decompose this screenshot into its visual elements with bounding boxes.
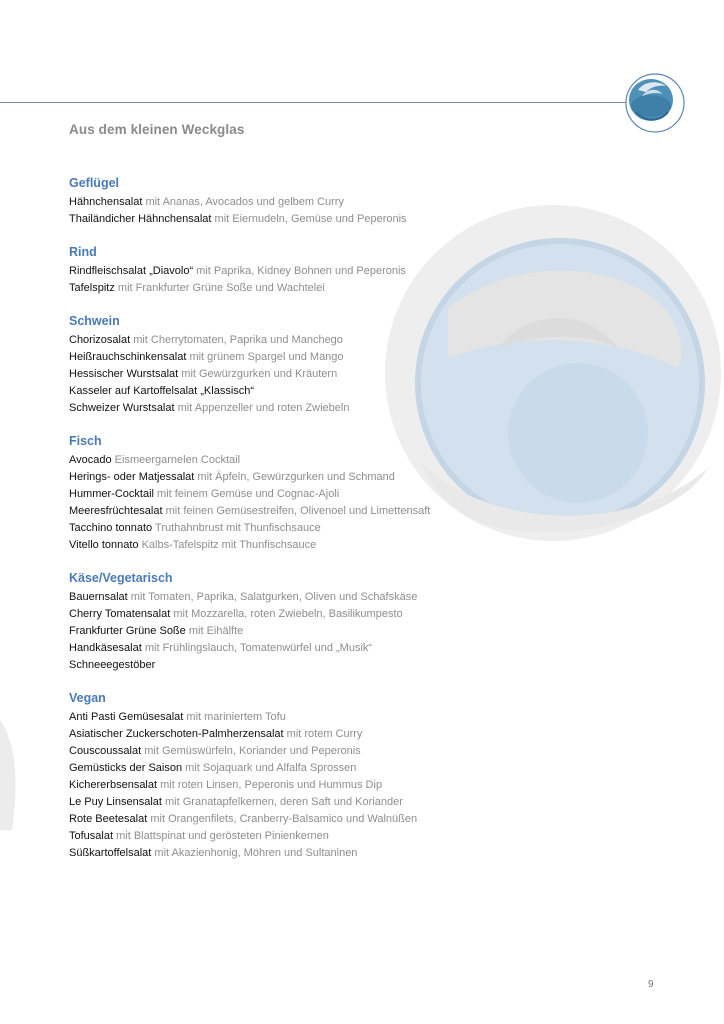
menu-item	[69, 452, 669, 469]
dish-name: Tacchino tonnato	[69, 522, 153, 534]
page-title: Aus dem kleinen Weckglas	[69, 122, 245, 137]
menu-item	[69, 640, 669, 657]
menu-section	[69, 175, 669, 228]
menu-item	[69, 845, 669, 862]
dish-description: mit Frühlingslauch, Tomatenwürfel und „Musik“	[144, 642, 373, 654]
menu-item	[69, 777, 669, 794]
menu-item	[69, 469, 669, 486]
dish-name: Handkäsesalat	[69, 642, 142, 654]
dish-name: Rote Beetesalat	[69, 813, 148, 825]
menu-item	[69, 280, 669, 297]
dish-name: Kichererbsensalat	[69, 779, 158, 791]
section-heading: Käse/Vegetarisch	[69, 571, 173, 585]
dish-name: Süßkartoffelsalat	[69, 847, 152, 859]
dish-description: mit rotem Curry	[286, 728, 363, 740]
dish-name: Hessischer Wurstsalat	[69, 368, 179, 380]
dish-name: Couscoussalat	[69, 745, 142, 757]
menu-section	[69, 690, 669, 862]
dish-name: Cherry Tomatensalat	[69, 608, 171, 620]
dish-description: mit Gewürzgurken und Kräutern	[181, 368, 338, 380]
section-heading: Rind	[69, 245, 97, 259]
menu-item	[69, 743, 669, 760]
menu-item	[69, 194, 669, 211]
dish-description: mit Appenzeller und roten Zwiebeln	[177, 402, 350, 414]
menu-item	[69, 606, 669, 623]
dish-name: Frankfurter Grüne Soße	[69, 625, 186, 637]
dish-name: Gemüsticks der Saison	[69, 762, 183, 774]
menu-item	[69, 400, 669, 417]
dish-name: Heißrauchschinkensalat	[69, 351, 187, 363]
dish-description: mit Ananas, Avocados und gelbem Curry	[145, 196, 344, 208]
dish-description: mit feinen Gemüsestreifen, Olivenoel und Limettensaft	[165, 505, 431, 517]
dish-name: Anti Pasti Gemüsesalat	[69, 711, 184, 723]
dish-description: Eismeergarnelen Cocktail	[114, 454, 241, 466]
header-rule	[0, 102, 632, 103]
dish-name: Bauernsalat	[69, 591, 128, 603]
menu-section	[69, 433, 669, 554]
dish-description: mit Blattspinat und gerösteten Pinienkernen	[116, 830, 329, 842]
dish-description: mit grünem Spargel und Mango	[189, 351, 344, 363]
dish-name: Asiatischer Zuckerschoten-Palmherzensalat	[69, 728, 284, 740]
dish-description: mit Äpfeln, Gewürzgurken und Schmand	[197, 471, 395, 483]
section-heading: Geflügel	[69, 176, 120, 190]
dish-description: mit Gemüswürfeln, Koriander und Peperonis	[144, 745, 361, 757]
dish-description: mit Sojaquark und Alfalfa Sprossen	[185, 762, 357, 774]
menu-section	[69, 244, 669, 297]
dish-description: mit Mozzarella, roten Zwiebeln, Basilikumpesto	[173, 608, 403, 620]
dish-description: mit mariniertem Tofu	[186, 711, 286, 723]
dish-name: Hähnchensalat	[69, 196, 143, 208]
menu-item	[69, 794, 669, 811]
dish-name: Tofusalat	[69, 830, 114, 842]
menu-item	[69, 623, 669, 640]
dish-description: mit Cherrytomaten, Paprika und Manchego	[133, 334, 343, 346]
dish-description: mit Akazienhonig, Möhren und Sultaninen	[154, 847, 358, 859]
menu-item	[69, 828, 669, 845]
menu-item	[69, 263, 669, 280]
dish-name: Rindfleischsalat „Diavolo“	[69, 265, 194, 277]
menu-item	[69, 332, 669, 349]
section-heading: Schwein	[69, 314, 120, 328]
menu-item	[69, 366, 669, 383]
menu-item	[69, 383, 669, 400]
dish-description: mit Orangenfilets, Cranberry-Balsamico und Walnüßen	[150, 813, 418, 825]
dish-description: Truthahnbrust mit Thunfischsauce	[155, 522, 321, 534]
section-heading: Vegan	[69, 691, 106, 705]
dish-name: Tafelspitz	[69, 282, 115, 294]
dish-description: mit Eihälfte	[188, 625, 244, 637]
dish-description: mit Tomaten, Paprika, Salatgurken, Oliven und Schafskäse	[130, 591, 418, 603]
dish-description: mit feinem Gemüse und Cognac-Ajoli	[157, 488, 340, 500]
dish-description: mit roten Linsen, Peperonis und Hummus Dip	[160, 779, 383, 791]
dish-name: Schweizer Wurstsalat	[69, 402, 175, 414]
dish-name: Chorizosalat	[69, 334, 131, 346]
menu-item	[69, 657, 669, 674]
round-blue-logo-icon	[624, 72, 686, 134]
menu-item	[69, 486, 669, 503]
dish-name: Meeresfrüchtesalat	[69, 505, 163, 517]
page-number: 9	[648, 979, 654, 990]
dish-description: mit Frankfurter Grüne Soße und Wachtelei	[117, 282, 325, 294]
menu-item	[69, 811, 669, 828]
dish-name: Hummer-Cocktail	[69, 488, 154, 500]
menu-list	[69, 175, 669, 878]
dish-name: Schneeegestöber	[69, 659, 156, 671]
section-heading: Fisch	[69, 434, 102, 448]
menu-section	[69, 313, 669, 417]
edge-brush-decoration	[0, 720, 22, 830]
menu-item	[69, 537, 669, 554]
dish-description: mit Paprika, Kidney Bohnen und Peperonis	[196, 265, 406, 277]
menu-item	[69, 211, 669, 228]
dish-description: Kalbs-Tafelspitz mit Thunfischsauce	[141, 539, 317, 551]
dish-name: Kasseler auf Kartoffelsalat „Klassisch“	[69, 385, 255, 397]
dish-name: Vitello tonnato	[69, 539, 139, 551]
dish-description: mit Granatapfelkernen, deren Saft und Koriander	[165, 796, 403, 808]
menu-item	[69, 760, 669, 777]
menu-item	[69, 589, 669, 606]
menu-item	[69, 520, 669, 537]
menu-item	[69, 503, 669, 520]
dish-description: mit Eiernudeln, Gemüse und Peperonis	[214, 213, 407, 225]
dish-name: Herings- oder Matjessalat	[69, 471, 195, 483]
menu-item	[69, 349, 669, 366]
dish-name: Le Puy Linsensalat	[69, 796, 162, 808]
menu-item	[69, 726, 669, 743]
menu-section	[69, 570, 669, 674]
menu-item	[69, 709, 669, 726]
dish-name: Thailändicher Hähnchensalat	[69, 213, 212, 225]
dish-name: Avocado	[69, 454, 112, 466]
